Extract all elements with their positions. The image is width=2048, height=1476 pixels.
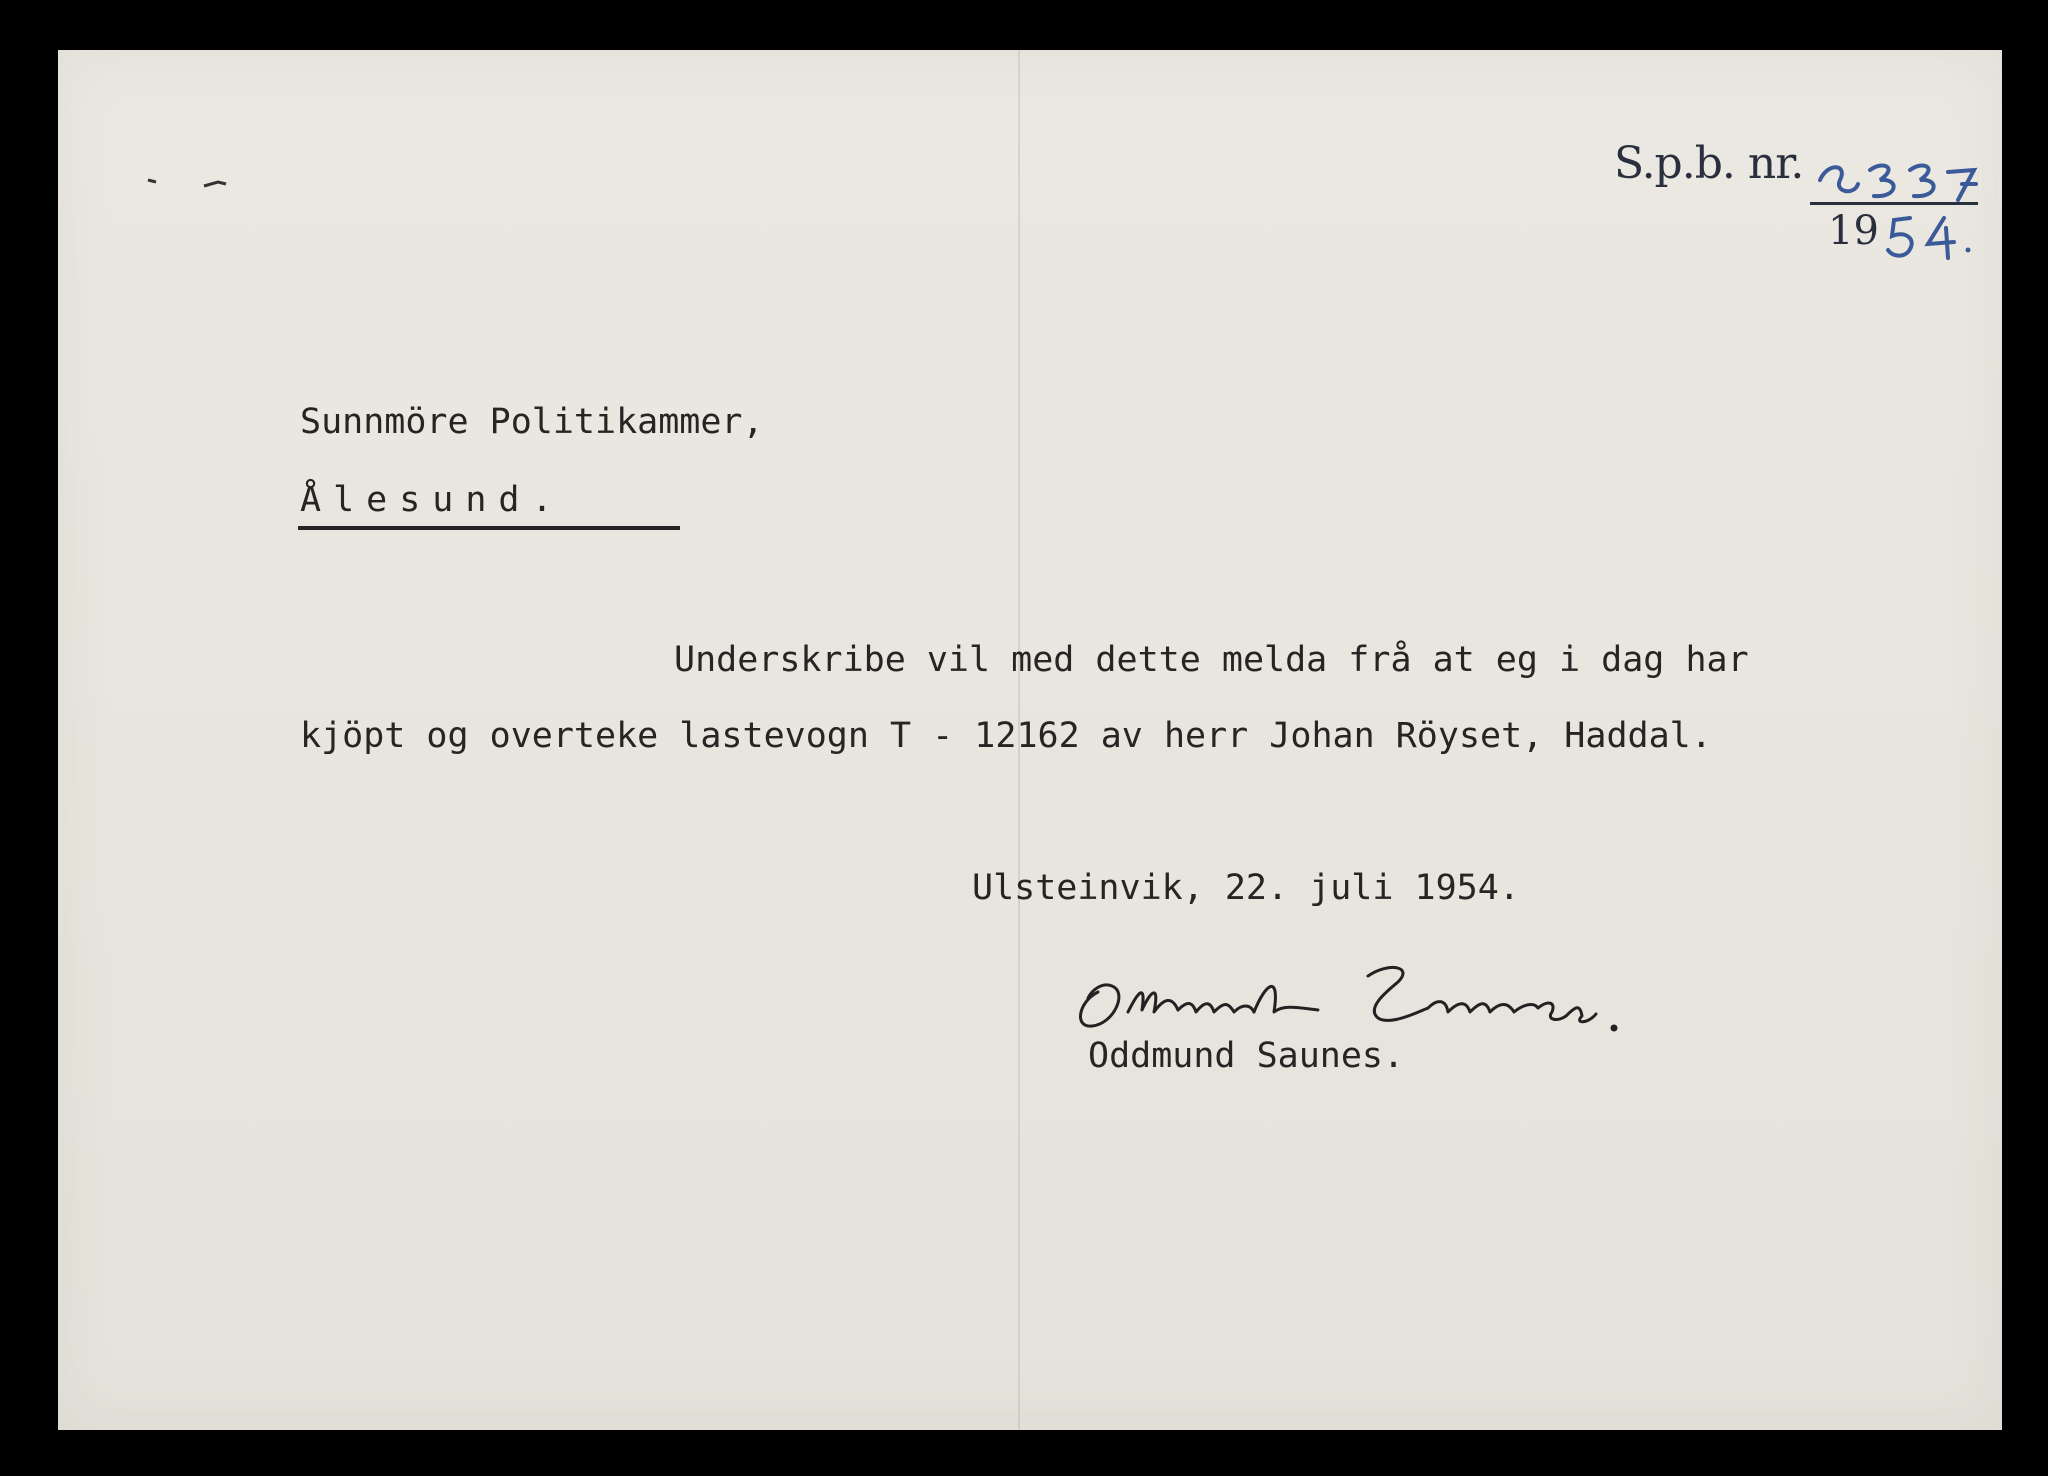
registry-stamp-rule xyxy=(1810,202,1978,205)
registry-stamp-label: S.p.b. nr. xyxy=(1614,138,1804,189)
stray-ink-marks xyxy=(146,170,256,210)
recipient-name: Sunnmöre Politikammer, xyxy=(300,402,764,442)
registry-stamp-year-prefix: 19 xyxy=(1828,208,1879,254)
document-page xyxy=(58,50,2002,1430)
registry-year-handwritten xyxy=(1884,210,1974,266)
recipient-city-underline xyxy=(298,526,680,530)
body-text-line-2: kjöpt og overteke lastevogn T - 12162 av herr Johan Röyset, Haddal. xyxy=(300,716,1712,756)
dateline: Ulsteinvik, 22. juli 1954. xyxy=(972,868,1520,908)
typed-signatory-name: Oddmund Saunes. xyxy=(1088,1036,1405,1076)
handwritten-signature xyxy=(1068,952,1758,1042)
body-text-line-1: Underskribe vil med dette melda frå at eg i dag har xyxy=(674,640,1749,680)
registry-number-handwritten xyxy=(1814,150,1984,210)
recipient-city: Ålesund. xyxy=(300,480,565,520)
